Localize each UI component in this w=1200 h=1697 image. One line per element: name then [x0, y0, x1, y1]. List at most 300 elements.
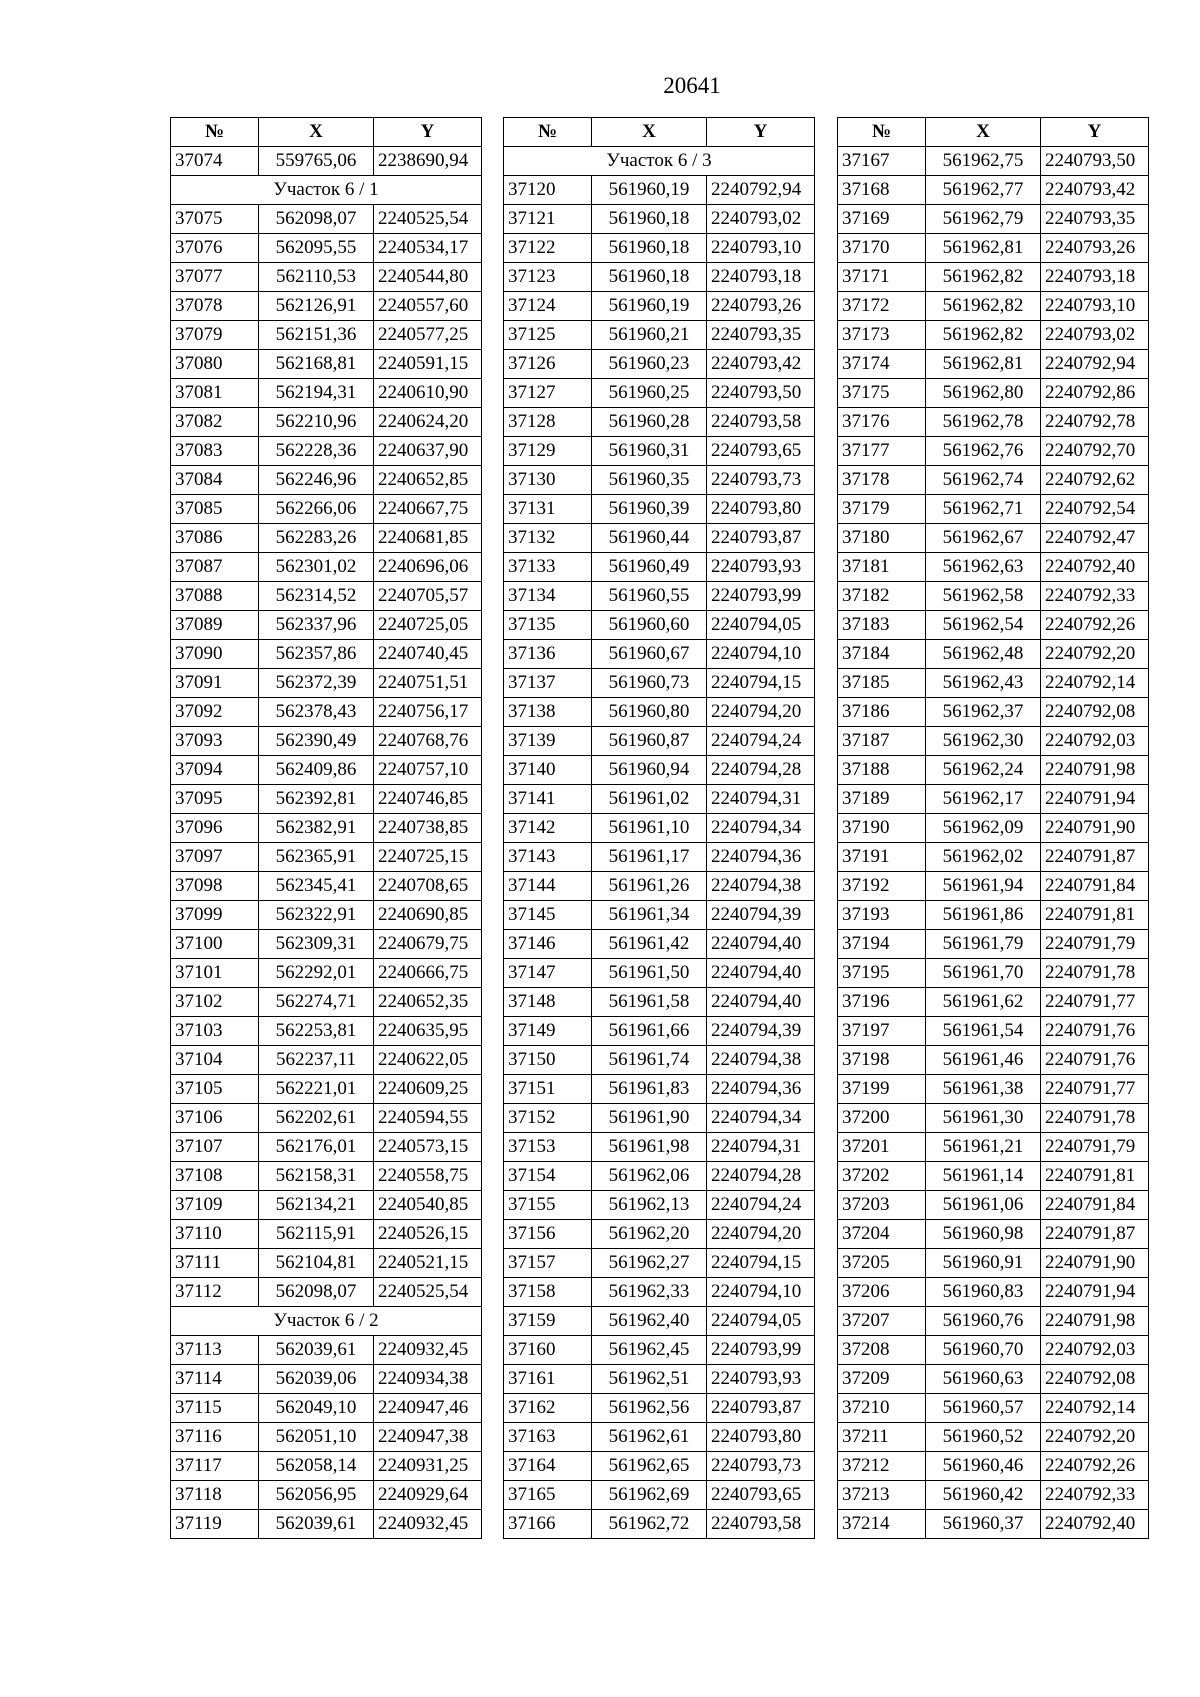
y-coordinate-cell: 2240791,84 [1041, 1191, 1149, 1220]
y-coordinate-cell: 2240791,77 [1041, 1075, 1149, 1104]
x-coordinate-cell: 562158,31 [259, 1162, 374, 1191]
x-coordinate-cell: 561960,46 [926, 1452, 1041, 1481]
x-coordinate-cell: 562392,81 [259, 785, 374, 814]
point-number-cell: 37139 [504, 727, 592, 756]
x-coordinate-cell: 561960,63 [926, 1365, 1041, 1394]
point-number-cell: 37113 [171, 1336, 259, 1365]
y-coordinate-cell: 2240929,64 [374, 1481, 482, 1510]
table-row [838, 176, 1149, 205]
point-number-cell: 37212 [838, 1452, 926, 1481]
x-coordinate-cell: 561960,18 [592, 263, 707, 292]
x-coordinate-cell: 561962,80 [926, 379, 1041, 408]
table-row [504, 1249, 815, 1278]
point-number-cell: 37213 [838, 1481, 926, 1510]
x-coordinate-cell: 561962,45 [592, 1336, 707, 1365]
x-coordinate-cell: 561960,83 [926, 1278, 1041, 1307]
x-coordinate-cell: 561961,46 [926, 1046, 1041, 1075]
point-number-cell: 37093 [171, 727, 259, 756]
table-row [171, 582, 482, 611]
y-coordinate-cell: 2240666,75 [374, 959, 482, 988]
x-coordinate-cell: 562382,91 [259, 814, 374, 843]
y-coordinate-cell: 2240792,20 [1041, 640, 1149, 669]
point-number-cell: 37108 [171, 1162, 259, 1191]
table-row [171, 524, 482, 553]
point-number-cell: 37181 [838, 553, 926, 582]
point-number-cell: 37180 [838, 524, 926, 553]
point-number-cell: 37186 [838, 698, 926, 727]
point-number-cell: 37163 [504, 1423, 592, 1452]
table-row [838, 321, 1149, 350]
point-number-cell: 37173 [838, 321, 926, 350]
y-coordinate-cell: 2240791,77 [1041, 988, 1149, 1017]
x-coordinate-cell: 562098,07 [259, 1278, 374, 1307]
table-row [171, 408, 482, 437]
x-coordinate-cell: 561962,20 [592, 1220, 707, 1249]
y-coordinate-cell: 2240794,05 [707, 611, 815, 640]
x-coordinate-cell: 561962,75 [926, 147, 1041, 176]
table-row [838, 1075, 1149, 1104]
y-coordinate-cell: 2240792,54 [1041, 495, 1149, 524]
point-number-cell: 37164 [504, 1452, 592, 1481]
point-number-cell: 37151 [504, 1075, 592, 1104]
table-row [504, 1394, 815, 1423]
x-coordinate-cell: 561961,34 [592, 901, 707, 930]
table-row [171, 1104, 482, 1133]
header-y: Y [707, 118, 815, 147]
y-coordinate-cell: 2240794,38 [707, 1046, 815, 1075]
x-coordinate-cell: 562409,86 [259, 756, 374, 785]
section-row [171, 1307, 482, 1336]
x-coordinate-cell: 561962,61 [592, 1423, 707, 1452]
section-row [504, 147, 815, 176]
y-coordinate-cell: 2240793,26 [707, 292, 815, 321]
point-number-cell: 37134 [504, 582, 592, 611]
point-number-cell: 37088 [171, 582, 259, 611]
x-coordinate-cell: 562283,26 [259, 524, 374, 553]
point-number-cell: 37086 [171, 524, 259, 553]
y-coordinate-cell: 2240679,75 [374, 930, 482, 959]
x-coordinate-cell: 562266,06 [259, 495, 374, 524]
y-coordinate-cell: 2240725,05 [374, 611, 482, 640]
point-number-cell: 37195 [838, 959, 926, 988]
point-number-cell: 37112 [171, 1278, 259, 1307]
x-coordinate-cell: 562337,96 [259, 611, 374, 640]
y-coordinate-cell: 2240792,26 [1041, 1452, 1149, 1481]
table-row [504, 1278, 815, 1307]
point-number-cell: 37121 [504, 205, 592, 234]
table-row [838, 843, 1149, 872]
point-number-cell: 37154 [504, 1162, 592, 1191]
y-coordinate-cell: 2240947,38 [374, 1423, 482, 1452]
table-row [504, 930, 815, 959]
y-coordinate-cell: 2240793,26 [1041, 234, 1149, 263]
x-coordinate-cell: 561961,83 [592, 1075, 707, 1104]
y-coordinate-cell: 2240791,81 [1041, 901, 1149, 930]
table-row [504, 1133, 815, 1162]
table-row [504, 698, 815, 727]
coordinates-table-1 [170, 117, 482, 1539]
point-number-cell: 37149 [504, 1017, 592, 1046]
table-row [838, 1249, 1149, 1278]
point-number-cell: 37190 [838, 814, 926, 843]
table-header-row [171, 118, 482, 147]
y-coordinate-cell: 2240544,80 [374, 263, 482, 292]
table-row [171, 901, 482, 930]
table-row [504, 872, 815, 901]
x-coordinate-cell: 561962,74 [926, 466, 1041, 495]
y-coordinate-cell: 2240756,17 [374, 698, 482, 727]
x-coordinate-cell: 561961,79 [926, 930, 1041, 959]
table-row [838, 930, 1149, 959]
x-coordinate-cell: 561962,82 [926, 263, 1041, 292]
x-coordinate-cell: 559765,06 [259, 147, 374, 176]
table-row [838, 814, 1149, 843]
table-row [171, 1046, 482, 1075]
x-coordinate-cell: 561961,90 [592, 1104, 707, 1133]
point-number-cell: 37183 [838, 611, 926, 640]
table-row [838, 959, 1149, 988]
y-coordinate-cell: 2240635,95 [374, 1017, 482, 1046]
x-coordinate-cell: 561961,50 [592, 959, 707, 988]
point-number-cell: 37122 [504, 234, 592, 263]
point-number-cell: 37161 [504, 1365, 592, 1394]
y-coordinate-cell: 2240791,79 [1041, 930, 1149, 959]
header-x: X [259, 118, 374, 147]
point-number-cell: 37178 [838, 466, 926, 495]
point-number-cell: 37185 [838, 669, 926, 698]
table-row [171, 727, 482, 756]
x-coordinate-cell: 562056,95 [259, 1481, 374, 1510]
x-coordinate-cell: 561962,81 [926, 350, 1041, 379]
x-coordinate-cell: 561962,37 [926, 698, 1041, 727]
table-row [171, 930, 482, 959]
point-number-cell: 37207 [838, 1307, 926, 1336]
y-coordinate-cell: 2240792,33 [1041, 1481, 1149, 1510]
x-coordinate-cell: 561962,24 [926, 756, 1041, 785]
point-number-cell: 37188 [838, 756, 926, 785]
point-number-cell: 37206 [838, 1278, 926, 1307]
point-number-cell: 37171 [838, 263, 926, 292]
table-row [504, 1017, 815, 1046]
y-coordinate-cell: 2240791,90 [1041, 1249, 1149, 1278]
x-coordinate-cell: 561960,39 [592, 495, 707, 524]
point-number-cell: 37110 [171, 1220, 259, 1249]
table-row [504, 321, 815, 350]
point-number-cell: 37085 [171, 495, 259, 524]
table-row [504, 785, 815, 814]
y-coordinate-cell: 2240793,65 [707, 437, 815, 466]
y-coordinate-cell: 2240751,51 [374, 669, 482, 698]
x-coordinate-cell: 561962,27 [592, 1249, 707, 1278]
table-row [838, 553, 1149, 582]
y-coordinate-cell: 2240791,87 [1041, 1220, 1149, 1249]
y-coordinate-cell: 2240793,58 [707, 1510, 815, 1539]
y-coordinate-cell: 2240792,26 [1041, 611, 1149, 640]
table-row [838, 495, 1149, 524]
y-coordinate-cell: 2240793,18 [1041, 263, 1149, 292]
x-coordinate-cell: 561960,52 [926, 1423, 1041, 1452]
y-coordinate-cell: 2240681,85 [374, 524, 482, 553]
table-row [171, 234, 482, 263]
table-row [504, 1365, 815, 1394]
x-coordinate-cell: 561962,17 [926, 785, 1041, 814]
point-number-cell: 37074 [171, 147, 259, 176]
y-coordinate-cell: 2240792,08 [1041, 698, 1149, 727]
point-number-cell: 37191 [838, 843, 926, 872]
table-row [504, 292, 815, 321]
y-coordinate-cell: 2240791,90 [1041, 814, 1149, 843]
x-coordinate-cell: 561961,94 [926, 872, 1041, 901]
table-row [171, 1191, 482, 1220]
y-coordinate-cell: 2240794,31 [707, 785, 815, 814]
y-coordinate-cell: 2240793,80 [707, 1423, 815, 1452]
table-row [504, 988, 815, 1017]
table-row [504, 611, 815, 640]
point-number-cell: 37089 [171, 611, 259, 640]
table-row [171, 553, 482, 582]
y-coordinate-cell: 2240794,10 [707, 640, 815, 669]
table-row [504, 176, 815, 205]
table-row [504, 1191, 815, 1220]
table-row [171, 785, 482, 814]
table-row [838, 901, 1149, 930]
point-number-cell: 37152 [504, 1104, 592, 1133]
x-coordinate-cell: 562104,81 [259, 1249, 374, 1278]
y-coordinate-cell: 2240794,36 [707, 843, 815, 872]
coordinates-table-2 [503, 117, 815, 1539]
table-row [171, 669, 482, 698]
x-coordinate-cell: 561960,35 [592, 466, 707, 495]
y-coordinate-cell: 2240794,15 [707, 1249, 815, 1278]
y-coordinate-cell: 2240792,20 [1041, 1423, 1149, 1452]
x-coordinate-cell: 561962,54 [926, 611, 1041, 640]
table-row [838, 1104, 1149, 1133]
point-number-cell: 37150 [504, 1046, 592, 1075]
y-coordinate-cell: 2240791,78 [1041, 959, 1149, 988]
table-row [171, 379, 482, 408]
point-number-cell: 37140 [504, 756, 592, 785]
x-coordinate-cell: 561962,76 [926, 437, 1041, 466]
table-row [171, 466, 482, 495]
y-coordinate-cell: 2240793,58 [707, 408, 815, 437]
table-row [504, 669, 815, 698]
table-row [504, 1046, 815, 1075]
y-coordinate-cell: 2240792,03 [1041, 1336, 1149, 1365]
point-number-cell: 37159 [504, 1307, 592, 1336]
point-number-cell: 37115 [171, 1394, 259, 1423]
y-coordinate-cell: 2240794,38 [707, 872, 815, 901]
point-number-cell: 37080 [171, 350, 259, 379]
y-coordinate-cell: 2240696,06 [374, 553, 482, 582]
table-header-row [838, 118, 1149, 147]
table-row [838, 1365, 1149, 1394]
x-coordinate-cell: 561962,72 [592, 1510, 707, 1539]
y-coordinate-cell: 2240793,80 [707, 495, 815, 524]
y-coordinate-cell: 2240637,90 [374, 437, 482, 466]
point-number-cell: 37196 [838, 988, 926, 1017]
table-row [504, 524, 815, 553]
y-coordinate-cell: 2240792,47 [1041, 524, 1149, 553]
x-coordinate-cell: 562110,53 [259, 263, 374, 292]
x-coordinate-cell: 561962,81 [926, 234, 1041, 263]
x-coordinate-cell: 561960,44 [592, 524, 707, 553]
point-number-cell: 37138 [504, 698, 592, 727]
point-number-cell: 37176 [838, 408, 926, 437]
table-row [504, 843, 815, 872]
x-coordinate-cell: 561961,70 [926, 959, 1041, 988]
table-row [838, 1510, 1149, 1539]
table-row [504, 1162, 815, 1191]
point-number-cell: 37144 [504, 872, 592, 901]
x-coordinate-cell: 561960,91 [926, 1249, 1041, 1278]
x-coordinate-cell: 561962,78 [926, 408, 1041, 437]
table-row [171, 611, 482, 640]
point-number-cell: 37172 [838, 292, 926, 321]
y-coordinate-cell: 2240768,76 [374, 727, 482, 756]
y-coordinate-cell: 2240792,94 [1041, 350, 1149, 379]
point-number-cell: 37131 [504, 495, 592, 524]
table-row [838, 147, 1149, 176]
point-number-cell: 37147 [504, 959, 592, 988]
point-number-cell: 37155 [504, 1191, 592, 1220]
x-coordinate-cell: 561961,54 [926, 1017, 1041, 1046]
y-coordinate-cell: 2240791,98 [1041, 1307, 1149, 1336]
point-number-cell: 37182 [838, 582, 926, 611]
y-coordinate-cell: 2240540,85 [374, 1191, 482, 1220]
y-coordinate-cell: 2240793,99 [707, 582, 815, 611]
section-row [171, 176, 482, 205]
point-number-cell: 37125 [504, 321, 592, 350]
point-number-cell: 37198 [838, 1046, 926, 1075]
table-row [504, 1423, 815, 1452]
point-number-cell: 37192 [838, 872, 926, 901]
point-number-cell: 37111 [171, 1249, 259, 1278]
point-number-cell: 37129 [504, 437, 592, 466]
x-coordinate-cell: 561962,82 [926, 292, 1041, 321]
point-number-cell: 37175 [838, 379, 926, 408]
table-row [171, 959, 482, 988]
x-coordinate-cell: 561962,65 [592, 1452, 707, 1481]
y-coordinate-cell: 2240794,28 [707, 1162, 815, 1191]
table-row [504, 350, 815, 379]
x-coordinate-cell: 562168,81 [259, 350, 374, 379]
table-row [171, 1394, 482, 1423]
x-coordinate-cell: 561962,48 [926, 640, 1041, 669]
y-coordinate-cell: 2240793,50 [707, 379, 815, 408]
y-coordinate-cell: 2240610,90 [374, 379, 482, 408]
y-coordinate-cell: 2240725,15 [374, 843, 482, 872]
table-row [838, 988, 1149, 1017]
x-coordinate-cell: 561960,21 [592, 321, 707, 350]
y-coordinate-cell: 2240792,03 [1041, 727, 1149, 756]
y-coordinate-cell: 2240794,31 [707, 1133, 815, 1162]
x-coordinate-cell: 561960,31 [592, 437, 707, 466]
point-number-cell: 37105 [171, 1075, 259, 1104]
y-coordinate-cell: 2238690,94 [374, 147, 482, 176]
x-coordinate-cell: 561961,30 [926, 1104, 1041, 1133]
x-coordinate-cell: 561961,21 [926, 1133, 1041, 1162]
x-coordinate-cell: 562049,10 [259, 1394, 374, 1423]
table-row [171, 495, 482, 524]
y-coordinate-cell: 2240794,40 [707, 959, 815, 988]
x-coordinate-cell: 562365,91 [259, 843, 374, 872]
table-row [838, 379, 1149, 408]
table-row [171, 437, 482, 466]
table-row [504, 640, 815, 669]
point-number-cell: 37177 [838, 437, 926, 466]
x-coordinate-cell: 561960,19 [592, 176, 707, 205]
table-row [171, 988, 482, 1017]
y-coordinate-cell: 2240794,40 [707, 930, 815, 959]
x-coordinate-cell: 561961,58 [592, 988, 707, 1017]
y-coordinate-cell: 2240792,14 [1041, 1394, 1149, 1423]
x-coordinate-cell: 562228,36 [259, 437, 374, 466]
x-coordinate-cell: 562194,31 [259, 379, 374, 408]
point-number-cell: 37146 [504, 930, 592, 959]
table-row [838, 1307, 1149, 1336]
x-coordinate-cell: 562345,41 [259, 872, 374, 901]
y-coordinate-cell: 2240738,85 [374, 814, 482, 843]
point-number-cell: 37075 [171, 205, 259, 234]
x-coordinate-cell: 562378,43 [259, 698, 374, 727]
y-coordinate-cell: 2240793,87 [707, 524, 815, 553]
point-number-cell: 37156 [504, 1220, 592, 1249]
table-row [838, 727, 1149, 756]
table-row [504, 959, 815, 988]
point-number-cell: 37092 [171, 698, 259, 727]
table-row [171, 1075, 482, 1104]
table-row [504, 1452, 815, 1481]
x-coordinate-cell: 562357,86 [259, 640, 374, 669]
x-coordinate-cell: 562039,61 [259, 1336, 374, 1365]
x-coordinate-cell: 561960,28 [592, 408, 707, 437]
y-coordinate-cell: 2240791,79 [1041, 1133, 1149, 1162]
table-row [171, 263, 482, 292]
x-coordinate-cell: 561961,98 [592, 1133, 707, 1162]
table-row [504, 437, 815, 466]
y-coordinate-cell: 2240792,40 [1041, 553, 1149, 582]
y-coordinate-cell: 2240792,40 [1041, 1510, 1149, 1539]
y-coordinate-cell: 2240793,93 [707, 1365, 815, 1394]
point-number-cell: 37148 [504, 988, 592, 1017]
table-row [838, 263, 1149, 292]
table-row [504, 263, 815, 292]
y-coordinate-cell: 2240609,25 [374, 1075, 482, 1104]
coordinates-table-3 [837, 117, 1149, 1539]
y-coordinate-cell: 2240793,42 [707, 350, 815, 379]
x-coordinate-cell: 561960,25 [592, 379, 707, 408]
point-number-cell: 37077 [171, 263, 259, 292]
y-coordinate-cell: 2240534,17 [374, 234, 482, 263]
point-number-cell: 37162 [504, 1394, 592, 1423]
x-coordinate-cell: 561960,98 [926, 1220, 1041, 1249]
y-coordinate-cell: 2240794,15 [707, 669, 815, 698]
point-number-cell: 37136 [504, 640, 592, 669]
y-coordinate-cell: 2240577,25 [374, 321, 482, 350]
x-coordinate-cell: 561962,09 [926, 814, 1041, 843]
point-number-cell: 37137 [504, 669, 592, 698]
x-coordinate-cell: 561961,10 [592, 814, 707, 843]
y-coordinate-cell: 2240793,87 [707, 1394, 815, 1423]
header-x: X [592, 118, 707, 147]
y-coordinate-cell: 2240791,78 [1041, 1104, 1149, 1133]
y-coordinate-cell: 2240792,94 [707, 176, 815, 205]
table-row [171, 756, 482, 785]
point-number-cell: 37081 [171, 379, 259, 408]
table-row [838, 1481, 1149, 1510]
y-coordinate-cell: 2240573,15 [374, 1133, 482, 1162]
table-row [838, 1278, 1149, 1307]
